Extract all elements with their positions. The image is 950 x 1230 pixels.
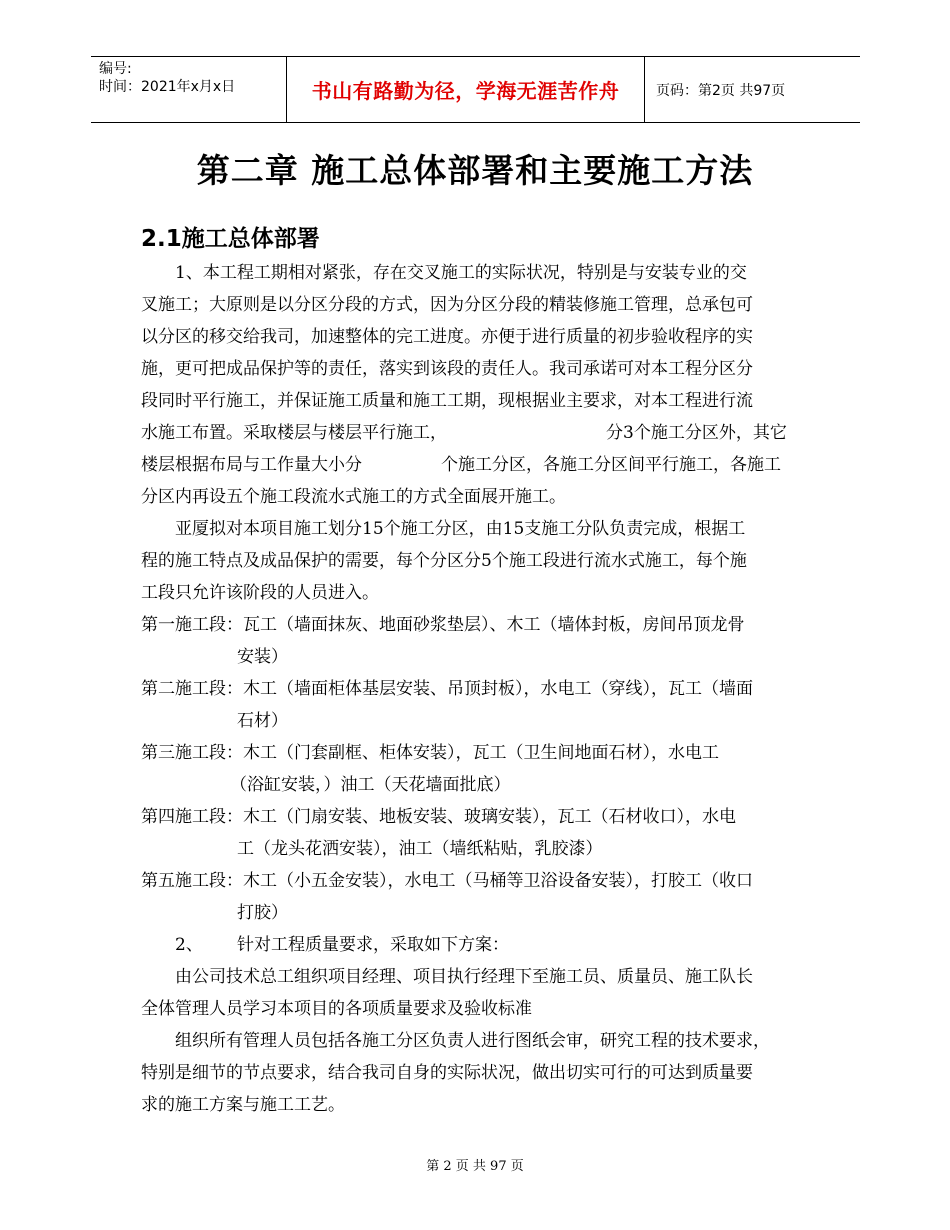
body-line: 以分区的移交给我司，加速整体的完工进度。亦便于进行质量的初步验收程序的实 (141, 327, 753, 347)
body-line: （浴缸安装，）油工（天花墙面批底） (230, 775, 511, 795)
body-line: 2、 (175, 935, 203, 955)
body-line: 由公司技术总工组织项目经理、项目执行经理下至施工员、质量员、施工队长 (175, 967, 753, 987)
motto-text: 书山有路勤为径，学海无涯苦作舟 (311, 79, 620, 103)
header-table (91, 56, 860, 123)
header-page-info (645, 57, 860, 122)
body-line: 施，更可把成品保护等的责任，落实到该段的责任人。我司承诺可对本工程分区分 (141, 359, 753, 379)
body-line: 叉施工；大原则是以分区分段的方式，因为分区分段的精装修施工管理，总承包可 (141, 295, 753, 315)
time-label: 时间：2021年x月x日 (99, 79, 236, 95)
body-line: 石材） (237, 711, 288, 731)
section-title: 2.1施工总体部署 (141, 226, 320, 252)
body-line: 段同时平行施工，并保证施工质量和施工工期，现根据业主要求，对本工程进行流 (141, 391, 753, 411)
body-line: 水施工布置。采取楼层与楼层平行施工， (141, 423, 447, 443)
body-line: 1、本工程工期相对紧张，存在交叉施工的实际状况，特别是与安装专业的交 (175, 263, 747, 283)
body-line: 分区内再设五个施工段流水式施工的方式全面展开施工。 (141, 487, 566, 507)
body-line: 特别是细节的节点要求，结合我司自身的实际状况，做出切实可行的可达到质量要 (141, 1063, 753, 1083)
body-line: 第一施工段：瓦工（墙面抹灰、地面砂浆垫层）、木工（墙体封板，房间吊顶龙骨 (141, 615, 745, 635)
header-motto (286, 57, 645, 122)
body-line: 工（龙头花洒安装），油工（墙纸粘贴，乳胶漆） (237, 839, 603, 859)
body-line: 个施工分区，各施工分区间平行施工，各施工 (441, 455, 781, 475)
body-line: 求的施工方案与施工工艺。 (141, 1095, 345, 1115)
body-line: 亚厦拟对本项目施工划分15个施工分区，由15支施工分队负责完成，根据工 (175, 519, 746, 539)
chapter-title: 第二章 施工总体部署和主要施工方法 (196, 151, 754, 190)
body-line: 第五施工段：木工（小五金安装），水电工（马桶等卫浴设备安装），打胶工（收口 (141, 871, 753, 891)
body-line: 组织所有管理人员包括各施工分区负责人进行图纸会审，研究工程的技术要求， (175, 1031, 770, 1051)
body-line: 程的施工特点及成品保护的需要，每个分区分5个施工段进行流水式施工，每个施 (141, 551, 747, 571)
page-footer: 第 2 页 共 97 页 (426, 1159, 524, 1174)
body-line: 分3个施工分区外，其它 (606, 423, 787, 443)
body-line: 打胶） (237, 903, 288, 923)
body-line: 楼层根据布局与工作量大小分 (141, 455, 362, 475)
doc-number-label: 编号: (99, 61, 132, 77)
body-line: 第三施工段：木工（门套副框、柜体安装），瓦工（卫生间地面石材），水电工 (141, 743, 719, 763)
body-line: 针对工程质量要求，采取如下方案： (237, 935, 509, 955)
header-meta (91, 57, 286, 122)
body-line: 安装） (237, 647, 288, 667)
page-info-text: 页码：第2页 共97页 (656, 82, 786, 99)
body-line: 工段只允许该阶段的人员进入。 (141, 583, 379, 603)
body-line: 第四施工段：木工（门扇安装、地板安装、玻璃安装），瓦工（石材收口），水电 (141, 807, 736, 827)
body-line: 第二施工段：木工（墙面柜体基层安装、吊顶封板），水电工（穿线），瓦工（墙面 (141, 679, 753, 699)
body-line: 全体管理人员学习本项目的各项质量要求及验收标准 (141, 999, 532, 1019)
